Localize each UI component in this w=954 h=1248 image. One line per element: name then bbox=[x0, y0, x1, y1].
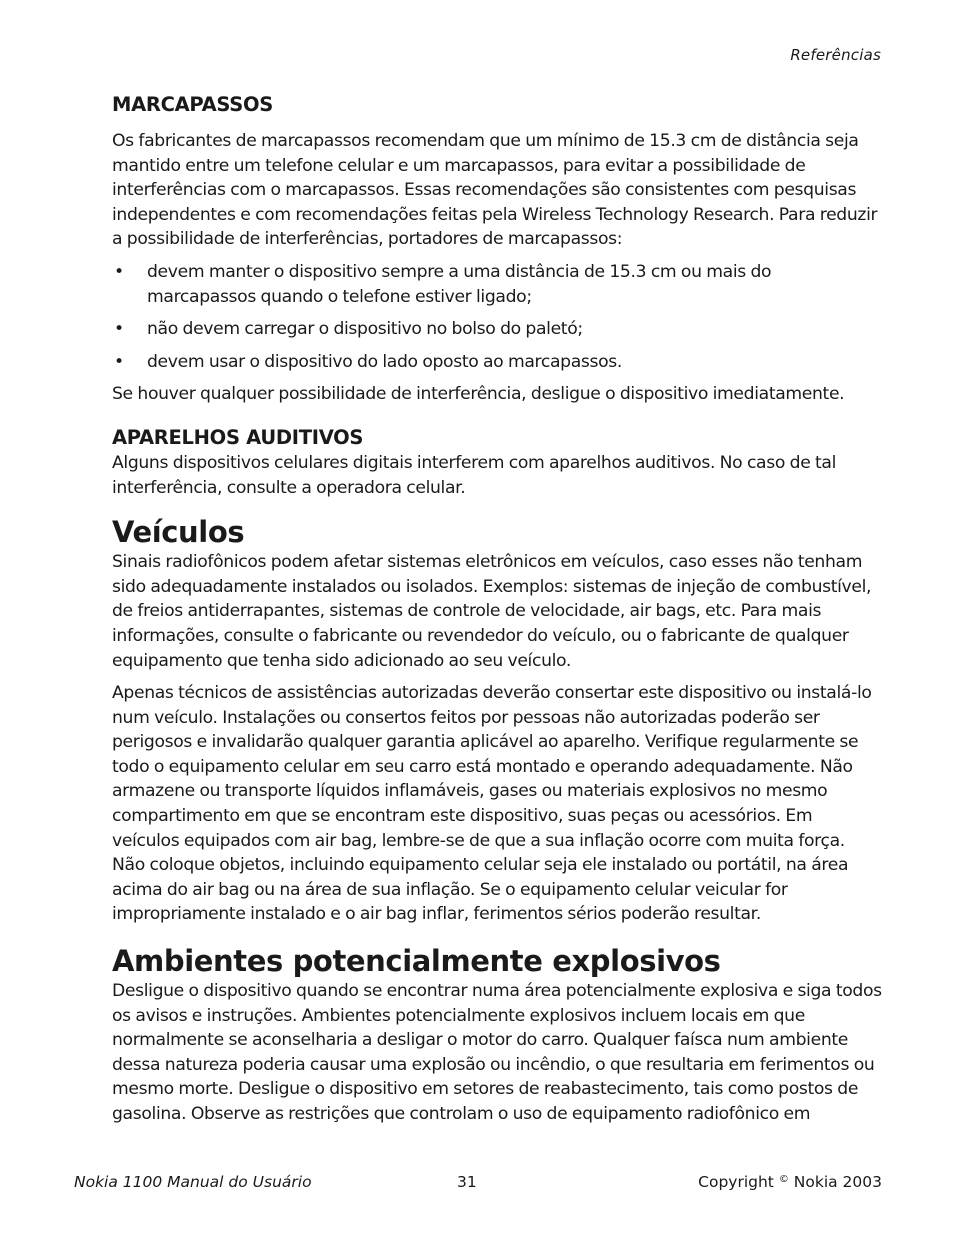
heading-aparelhos-auditivos: APARELHOS AUDITIVOS bbox=[112, 425, 364, 449]
footer-copyright bbox=[698, 1173, 882, 1191]
bullet-text: devem usar o dispositivo do lado oposto ao marcapassos. bbox=[147, 351, 622, 372]
bullet-text: devem manter o dispositivo sempre a uma distância de 15.3 cm ou mais do marcapassos quando o telefone estiver ligado; bbox=[147, 261, 772, 307]
heading-ambientes-explosivos: Ambientes potencialmente explosivos bbox=[112, 944, 721, 979]
page-content bbox=[112, 92, 882, 1127]
copyright-holder: Nokia 2003 bbox=[793, 1173, 882, 1191]
veiculos-paragraph-2: Apenas técnicos de assistências autorizadas deverão consertar este dispositivo ou instalá-lo num veículo. Instalações ou consertos feitos por pessoas não autorizadas poderão ser perigosos e invalidarão qualquer garantia aplicável ao aparelho. Verifique regularmente se todo o equipamento celular em seu carro está montado e operando adequadamente. Não armazene ou transporte líquidos inflamáveis, gases ou materiais explosivos no mesmo compartimento em que se encontram este dispositivo, suas peças ou acessórios. Em veículos equipados com air bag, lembre-se de que a sua inflação ocorre com muita força. Não coloque objetos, incluindo equipamento celular seja ele instalado ou portátil, na área acima do air bag ou na área de sua inflação. Se o equipamento celular veicular for impropriamente instalado e o air bag inflar, ferimentos sérios poderão resultar. bbox=[112, 683, 872, 925]
marcapassos-intro: Os fabricantes de marcapassos recomendam que um mínimo de 15.3 cm de distância seja mantido entre um telefone celular e um marcapassos, para evitar a possibilidade de interferências com o marcapassos. Essas recomendações são consistentes com pesquisas independentes e com recomendações feitas pela Wireless Technology Research. Para reduzir a possibilidade de interferências, portadores de marcapassos: bbox=[112, 131, 878, 250]
bullet-item bbox=[112, 350, 882, 375]
bullet-icon: • bbox=[114, 261, 124, 282]
ambientes-paragraph-1: Desligue o dispositivo quando se encontrar numa área potencialmente explosiva e siga todos os avisos e instruções. Ambientes potencialmente explosivos incluem locais em que normalmente se aconselharia a desligar o motor do carro. Qualquer faísca num ambiente dessa natureza poderia causar uma explosão ou incêndio, o que resultaria em ferimentos ou mesmo morte. Desligue o dispositivo em setores de reabastecimento, tais como postos de gasolina. Observe as restrições que controlam o uso de equipamento radiofônico em bbox=[112, 981, 882, 1124]
bullet-item bbox=[112, 317, 882, 342]
heading-veiculos: Veículos bbox=[112, 515, 245, 550]
running-header: Referências bbox=[790, 46, 881, 64]
bullet-icon: • bbox=[114, 351, 124, 372]
marcapassos-closing: Se houver qualquer possibilidade de interferência, desligue o dispositivo imediatamente. bbox=[112, 384, 845, 405]
footer-manual-title: Nokia 1100 Manual do Usuário bbox=[74, 1173, 312, 1191]
bullet-text: não devem carregar o dispositivo no bolso do paletó; bbox=[147, 319, 583, 340]
running-footer bbox=[74, 1173, 882, 1195]
heading-marcapassos: MARCAPASSOS bbox=[112, 93, 274, 116]
copyright-word: Copyright bbox=[698, 1173, 774, 1191]
bullet-item bbox=[112, 260, 882, 309]
copyright-symbol: © bbox=[778, 1174, 789, 1185]
page-number: 31 bbox=[457, 1173, 477, 1191]
aparelhos-text: Alguns dispositivos celulares digitais interferem com aparelhos auditivos. No caso de tal interferência, consulte a operadora celular. bbox=[112, 452, 837, 498]
bullet-icon: • bbox=[114, 319, 124, 340]
veiculos-paragraph-1: Sinais radiofônicos podem afetar sistemas eletrônicos em veículos, caso esses não tenham sido adequadamente instalados ou isolados. Exemplos: sistemas de injeção de combustível, de freios antiderrapantes, sistemas de controle de velocidade, air bags, etc. Para mais informações, consulte o fabricante ou revendedor do veículo, ou o fabricante de qualquer equipamento que tenha sido adicionado ao seu veículo. bbox=[112, 552, 872, 671]
marcapassos-bullet-list bbox=[112, 260, 882, 374]
